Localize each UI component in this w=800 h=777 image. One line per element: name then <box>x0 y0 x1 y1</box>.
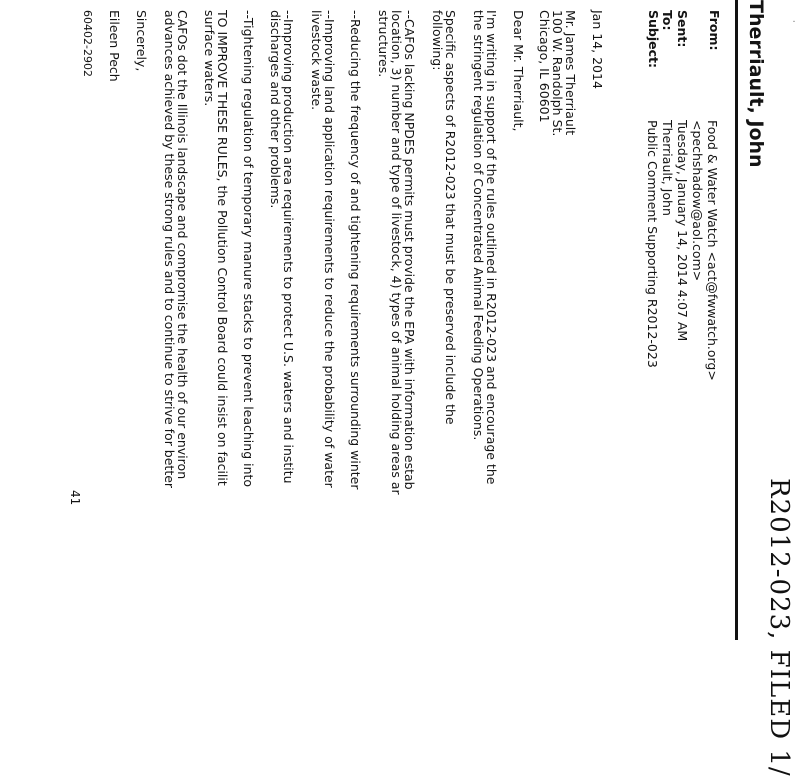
to-value: Therriault, John <box>660 120 675 216</box>
paragraph-3-line-2: surface waters. <box>202 10 217 107</box>
bullet-1-line-1: --CAFOs lacking NPDES permits must provide the EPA with information estab <box>402 10 417 490</box>
from-label: From: <box>707 10 722 51</box>
paragraph-4-line-2: advances achieved by these strong rules and to continue to strive for better <box>162 10 177 489</box>
to-label: To: <box>660 10 675 31</box>
subject-label: Subject: <box>646 10 661 68</box>
page-number: 41 <box>68 490 82 506</box>
sent-label: Sent: <box>675 10 690 48</box>
from-value-email: <pechshadow@aol.com> <box>690 120 705 282</box>
paragraph-2-line-2: following: <box>430 10 445 71</box>
sent-value: Tuesday, January 14, 2014 4:07 AM <box>675 120 690 342</box>
bullet-4-line-2: discharges and other problems. <box>268 10 283 209</box>
bullet-2: --Reducing the frequency of and tightening requirements surrounding winter <box>348 10 363 490</box>
scan-mark: · <box>789 20 798 23</box>
signer-name: Eileen Pech <box>107 10 122 82</box>
letter-date: Jan 14, 2014 <box>590 10 605 89</box>
paragraph-4-line-1: CAFOs dot the Illinois landscape and compromise the health of our environ <box>175 10 190 480</box>
bullet-4-line-1: --Improving production area requirements to protect U.S. waters and institu <box>281 10 296 484</box>
closing: Sincerely, <box>134 10 149 72</box>
salutation: Dear Mr. Therriault, <box>511 10 526 132</box>
bullet-3-line-2: livestock waste. <box>309 10 324 111</box>
paragraph-3-line-1: TO IMPROVE THESE RULES, the Pollution Control Board could insist on facilit <box>215 10 230 486</box>
from-value: Food & Water Watch <act@fwwatch.org> <box>705 120 720 381</box>
paragraph-1-line-1: I'm writing in support of the rules outlined in R2012-023 and encourage the <box>484 10 499 485</box>
subject-value: Public Comment Supporting R2012-023 <box>645 120 660 368</box>
recipient-name: Mr. James Therriault <box>563 10 578 136</box>
bullet-1-line-2: location, 3) number and type of livestock, 4) types of animal holding areas ar <box>389 10 404 495</box>
email-sender-heading: Therriault, John <box>735 0 768 640</box>
signer-zip: 60402-2902 <box>81 10 94 77</box>
recipient-city: Chicago, IL 60601 <box>537 10 552 123</box>
bullet-3-line-1: --Improving land application requirements to reduce the probability of water <box>322 10 337 488</box>
bullet-5: --Tightening regulation of temporary manure stacks to prevent leaching into <box>241 10 256 488</box>
paragraph-2-line-1: Specific aspects of R2012-023 that must be preserved include the <box>443 10 458 425</box>
recipient-street: 100 W. Randolph St. <box>550 10 565 137</box>
paragraph-1-line-2: the stringent regulation of Concentrated Animal Feeding Operations. <box>471 10 486 441</box>
bullet-1-line-3: structures. <box>376 10 391 78</box>
filing-stamp: R2012-023, FILED 1/ <box>764 478 794 777</box>
